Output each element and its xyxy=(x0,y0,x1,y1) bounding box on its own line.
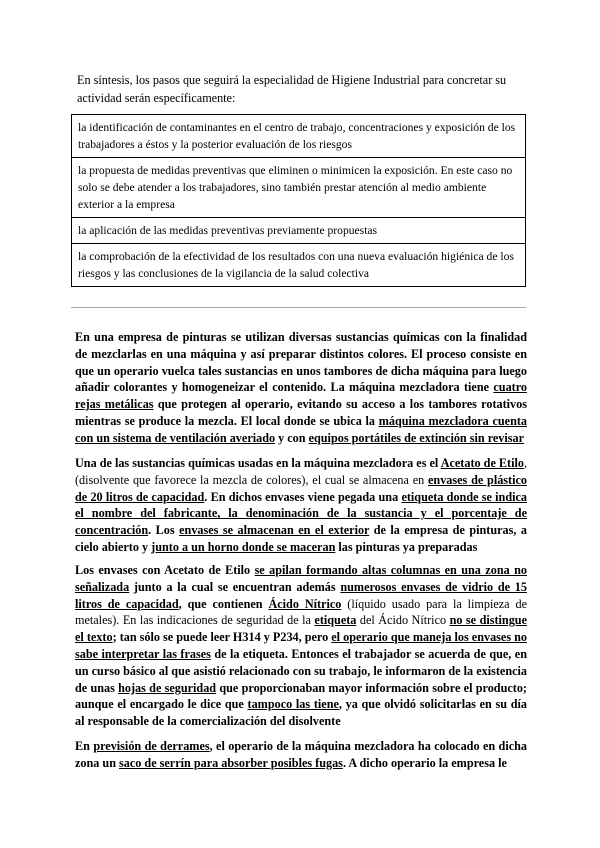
underlined-text: etiqueta xyxy=(314,613,357,628)
underlined-text: envases se almacenan en el exterior xyxy=(179,523,370,538)
text-run: En xyxy=(75,739,94,753)
underlined-text: numerosos envases de vidrio de 15 litros de capacidad xyxy=(75,579,527,611)
underlined-text: tampoco las tiene xyxy=(247,697,339,712)
text-run: . A dicho operario la empresa le xyxy=(342,755,507,770)
case-paragraph-2 xyxy=(75,455,527,556)
text-run: Los envases con Acetato de Etilo xyxy=(75,563,255,577)
text-run: Una de las sustancias químicas usadas en la máquina mezcladora es el xyxy=(75,456,441,470)
text-run: de la empresa de pinturas, a cielo abierto y xyxy=(75,523,528,554)
underlined-text: envases de plástico de 20 litros de capacidad xyxy=(75,472,527,504)
text-run: . En dichos envases viene pegada una xyxy=(204,489,402,504)
underlined-text: cuatro rejas metálicas xyxy=(75,380,527,412)
text-run: junto a la cual se encuentran además xyxy=(129,579,341,594)
text-run: (líquido usado para la limpieza de metales). En las indicaciones de seguridad de la xyxy=(75,596,527,628)
underlined-text: el operario que maneja los envases no sabe interpretar las frases xyxy=(75,630,527,661)
case-paragraph-4 xyxy=(75,738,527,772)
text-run: y con xyxy=(275,430,309,445)
text-run: las pinturas ya preparadas xyxy=(335,539,478,554)
steps-table xyxy=(71,114,526,287)
underlined-text: Ácido Nítrico xyxy=(268,596,342,611)
table-row xyxy=(72,115,526,158)
text-run: , el operario de la máquina mezcladora ha colocado en dicha zona un xyxy=(75,739,527,770)
text-run: , (disolvente que favorece la mezcla de colores), el cual se almacena en xyxy=(75,456,527,487)
underlined-text: hojas de seguridad xyxy=(118,680,217,695)
section-divider xyxy=(71,307,526,308)
step-cell: la identificación de contaminantes en el centro de trabajo, concentraciones y exposición de los trabajadores a éstos y la posterior evaluación de los riesgos xyxy=(72,115,526,158)
text-run: que proporcionaban mayor información sobre el producto; aunque el encargado le dice que xyxy=(75,680,527,712)
case-paragraph-3 xyxy=(75,562,527,730)
underlined-text: se apilan formando altas columnas en una zona no señalizada xyxy=(75,563,527,594)
text-run: , ya que olvidó solicitarlas en su día al responsable de la comercialización del disolvente xyxy=(75,697,527,729)
underlined-text: junto a un horno donde se maceran xyxy=(151,539,336,554)
underlined-text: etiqueta donde se indica el nombre del fabricante, la denominación de la sustancia y el porcentaje de concentración xyxy=(75,489,527,538)
text-run: ; tan sólo se puede leer H314 y P234, pero xyxy=(112,630,332,645)
step-cell: la aplicación de las medidas preventivas previamente propuestas xyxy=(72,218,526,244)
text-run: de la etiqueta. Entonces el trabajador se acuerda de que, en un curso básico al que asistió relacionado con su trabajo, le informaron de la existencia de unas xyxy=(75,646,527,695)
underlined-text: no se distingue el texto xyxy=(75,613,527,645)
text-run: En una empresa de pinturas se utilizan diversas sustancias químicas con la finalidad de mezclarlas en una máquina y así preparar distintos colores. El proceso consiste en que un operario vuelca tales sustancias en unos tambores de dicha máquina para luego añadir colorantes y homogeneizar el contenido. La máquina mezcladora tiene xyxy=(75,330,527,395)
underlined-text: máquina mezcladora cuenta con un sistema de ventilación averiado xyxy=(75,413,527,445)
underlined-text: previsión de derrames xyxy=(93,739,210,753)
underlined-text: Acetato de Etilo xyxy=(440,456,524,470)
table-row xyxy=(72,218,526,244)
text-run: del Ácido Nítrico xyxy=(356,613,450,628)
underlined-text: equipos portátiles de extinción sin revisar xyxy=(308,430,525,445)
table-row xyxy=(72,244,526,287)
table-row xyxy=(72,158,526,218)
intro-text: En síntesis, los pasos que seguirá la especialidad de Higiene Industrial para concretar su actividad serán específicamente: xyxy=(77,73,507,105)
step-cell: la comprobación de la efectividad de los resultados con una nueva evaluación higiénica de los riesgos y las conclusiones de la vigilancia de la salud colectiva xyxy=(72,244,526,287)
text-run: que protegen al operario, evitando su acceso a los tambores rotativos mientras se produce la mezcla. El local donde se ubica la xyxy=(75,397,527,428)
text-run: , que contienen xyxy=(178,596,269,611)
case-paragraph-1 xyxy=(75,329,527,447)
step-cell: la propuesta de medidas preventivas que eliminen o minimicen la exposición. En este caso no solo se debe atender a los trabajadores, sino también prestar atención al medio ambiente exterior a la empresa xyxy=(72,158,526,218)
text-run: . Los xyxy=(148,523,180,538)
underlined-text: saco de serrín para absorber posibles fugas xyxy=(119,755,343,770)
